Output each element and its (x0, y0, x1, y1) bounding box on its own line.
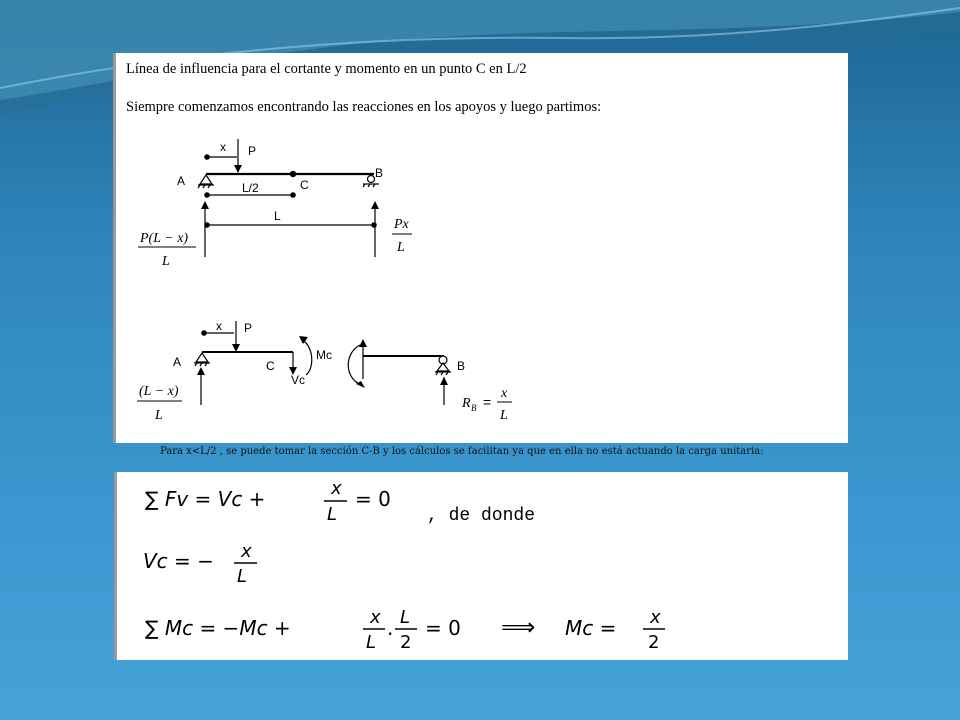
svg-text:, de donde: , de donde (427, 506, 536, 526)
label-l-half: L/2 (242, 181, 259, 195)
label-b: B (375, 166, 384, 180)
title-line: Línea de influencia para el cortante y momento en un punto C en L/2 (126, 61, 527, 77)
svg-text:Mc =: Mc = (565, 616, 617, 640)
svg-text:L: L (500, 408, 508, 423)
label-mc: Mc (316, 348, 332, 362)
reaction-left-fraction-2 (137, 384, 182, 423)
label-vc: Vc (291, 373, 306, 387)
svg-text:L: L (366, 632, 377, 653)
label-l: L (274, 209, 281, 223)
svg-text:L: L (155, 408, 163, 423)
svg-text:P(L − x): P(L − x) (140, 231, 189, 246)
beam-diagram-section (194, 321, 451, 405)
svg-text:x: x (241, 541, 252, 562)
label-b-2: B (457, 359, 466, 373)
svg-text:∑ Mc = −Mc +: ∑ Mc = −Mc + (145, 616, 291, 640)
svg-text:= 0: = 0 (425, 616, 461, 640)
svg-text:2: 2 (648, 632, 660, 653)
beam-diagram-full (198, 139, 379, 257)
svg-text:(L − x): (L − x) (139, 384, 179, 399)
intro-line: Siempre comenzamos encontrando las reacciones en los apoyos y luego partimos: (126, 99, 602, 115)
label-p: P (248, 144, 257, 158)
svg-text:R: R (462, 396, 471, 411)
equations-panel (114, 472, 848, 660)
svg-text:B: B (471, 403, 477, 413)
svg-text:x: x (650, 607, 661, 628)
equations (117, 472, 848, 660)
label-x-2: x (216, 319, 222, 333)
svg-text:∑ Fv = Vc +: ∑ Fv = Vc + (145, 487, 266, 511)
label-c: C (300, 178, 309, 192)
label-a: A (177, 174, 186, 188)
svg-text:x: x (331, 478, 342, 499)
svg-text:=: = (483, 394, 492, 410)
equation-sum-fv (145, 478, 535, 526)
reaction-left-fraction (138, 231, 196, 269)
svg-text:L: L (237, 566, 248, 587)
beam-diagrams (116, 53, 848, 443)
label-p-2: P (244, 321, 253, 335)
equation-sum-mc (145, 607, 665, 653)
reaction-rb-fraction (461, 386, 512, 423)
svg-text:Px: Px (394, 217, 409, 232)
label-x: x (220, 140, 226, 154)
equation-vc (143, 541, 257, 587)
section-caption: Para x<L/2 , se puede tomar la sección C-B y los cálculos se facilitan ya que en ella no está actuando la carga unitaria: (160, 446, 764, 457)
label-a-2: A (173, 355, 182, 369)
svg-text:.: . (387, 616, 394, 640)
svg-text:⟹: ⟹ (501, 613, 536, 641)
reaction-right-fraction (392, 217, 412, 255)
svg-text:L: L (400, 607, 411, 628)
svg-text:L: L (397, 240, 405, 255)
diagram-panel (113, 53, 848, 443)
svg-text:L: L (327, 504, 338, 525)
svg-text:x: x (501, 386, 508, 401)
svg-text:= 0: = 0 (355, 487, 391, 511)
svg-text:x: x (370, 607, 381, 628)
svg-text:2: 2 (400, 632, 412, 653)
svg-text:Vc = −: Vc = − (143, 549, 214, 573)
svg-text:L: L (162, 254, 170, 269)
label-c-2: C (266, 359, 275, 373)
